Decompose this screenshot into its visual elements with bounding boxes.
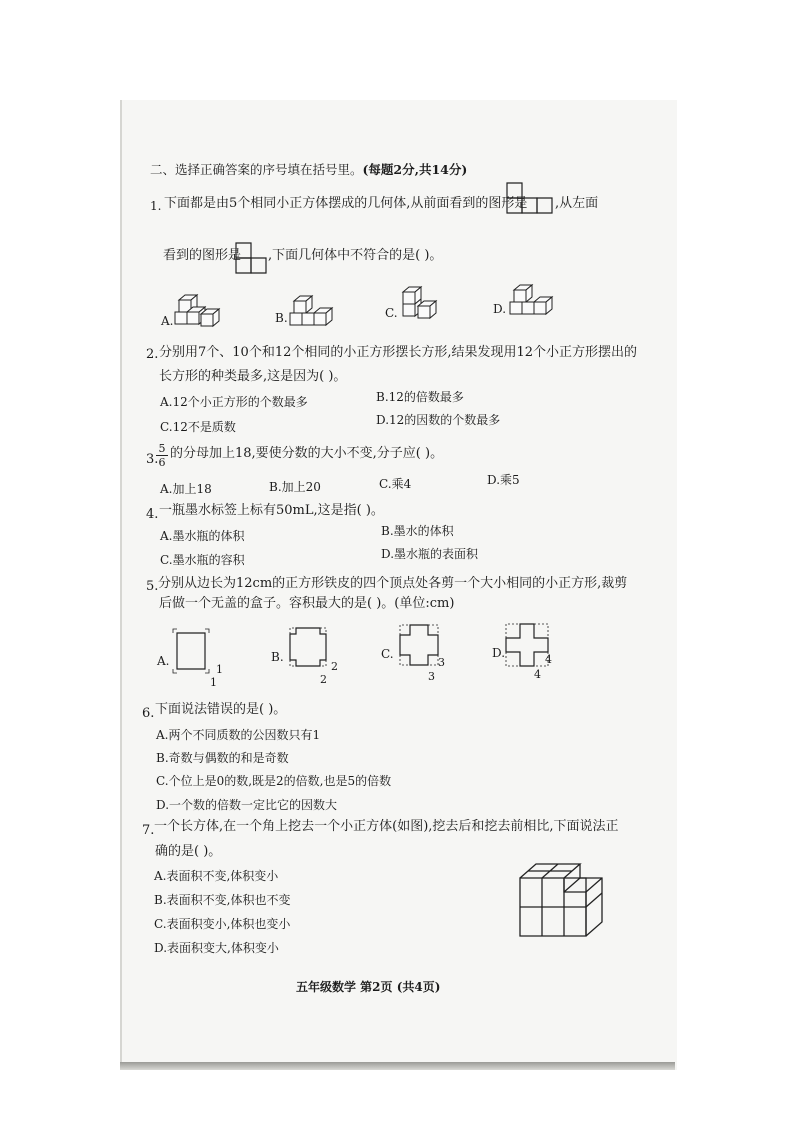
q2-option-a[interactable]: A.12个小正方形的个数最多 bbox=[160, 395, 308, 409]
q7-option-d[interactable]: D.表面积变大,体积变小 bbox=[154, 941, 279, 955]
q5-stem-a: 分别从边长为12cm的正方形铁皮的四个顶点处各剪一个大小相同的小正方形,裁剪 bbox=[158, 576, 628, 591]
q1-option-a-label[interactable]: A. bbox=[161, 314, 174, 328]
q2-number: 2. bbox=[146, 347, 159, 362]
q1-stem-c: 看到的图形是 bbox=[163, 248, 242, 263]
q6-option-c[interactable]: C.个位上是0的数,既是2的倍数,也是5的倍数 bbox=[156, 774, 392, 788]
q5-stem-b: 后做一个无盖的盒子。容积最大的是( )。(单位:cm) bbox=[159, 596, 455, 611]
q2-option-b[interactable]: B.12的倍数最多 bbox=[376, 390, 464, 404]
q3-fraction bbox=[156, 443, 168, 468]
q5-number: 5. bbox=[146, 579, 159, 594]
q3-number: 3. bbox=[146, 452, 159, 467]
q5-option-a-bottom-label: 1 bbox=[210, 676, 217, 689]
q3-option-a[interactable]: A.加上18 bbox=[160, 482, 212, 496]
q1-option-b-figure[interactable] bbox=[288, 293, 336, 329]
q2-stem-a: 分别用7个、10个和12个相同的小正方形摆长方形,结果发现用12个小正方形摆出的 bbox=[159, 345, 638, 360]
q4-option-c[interactable]: C.墨水瓶的容积 bbox=[160, 553, 245, 567]
q4-stem: 一瓶墨水标签上标有50mL,这是指( )。 bbox=[159, 503, 384, 518]
q7-stem-a: 一个长方体,在一个角上挖去一个小正方体(如图),挖去后和挖去前相比,下面说法正 bbox=[154, 819, 619, 834]
q1-option-a-figure[interactable] bbox=[174, 292, 220, 330]
q4-number: 4. bbox=[146, 507, 159, 522]
q5-option-c-side-label: 3 bbox=[438, 656, 445, 669]
page-footer: 五年级数学 第2页 (共4页) bbox=[296, 980, 441, 994]
q2-option-d[interactable]: D.12的因数的个数最多 bbox=[376, 413, 501, 427]
q5-option-a-label[interactable]: A. bbox=[157, 654, 170, 668]
q3-stem: 的分母加上18,要使分数的大小不变,分子应( )。 bbox=[170, 446, 444, 461]
section-title-text: 二、选择正确答案的序号填在括号里。 bbox=[150, 162, 363, 177]
q3-option-b[interactable]: B.加上20 bbox=[269, 480, 321, 494]
q5-option-d-bottom-label: 4 bbox=[534, 668, 541, 681]
q2-stem-b: 长方形的种类最多,这是因为( )。 bbox=[159, 369, 347, 384]
q6-option-a[interactable]: A.两个不同质数的公因数只有1 bbox=[156, 728, 321, 742]
q1-option-c-label[interactable]: C. bbox=[385, 306, 398, 320]
q3-option-d[interactable]: D.乘5 bbox=[487, 473, 520, 487]
q1-stem-b: ,从左面 bbox=[555, 196, 599, 211]
q1-number: 1. bbox=[150, 199, 162, 213]
q5-option-a-figure[interactable] bbox=[172, 630, 212, 676]
q5-option-d-figure[interactable] bbox=[506, 622, 550, 668]
q5-option-b-bottom-label: 2 bbox=[320, 673, 327, 686]
q5-option-c-bottom-label: 3 bbox=[428, 670, 435, 683]
q7-stem-b: 确的是( )。 bbox=[155, 844, 222, 859]
q5-option-d-side-label: 4 bbox=[545, 653, 552, 666]
q5-option-c-label[interactable]: C. bbox=[381, 647, 394, 661]
q7-cuboid-figure bbox=[518, 862, 610, 940]
q7-option-b[interactable]: B.表面积不变,体积也不变 bbox=[154, 893, 291, 907]
q1-stem-a: 下面都是由5个相同小正方体摆成的几何体,从前面看到的图形是 bbox=[164, 196, 528, 211]
q6-stem: 下面说法错误的是( )。 bbox=[155, 702, 287, 717]
q2-option-c[interactable]: C.12不是质数 bbox=[160, 420, 236, 434]
page-edge-shadow bbox=[120, 1062, 675, 1070]
q3-fraction-numerator: 5 bbox=[158, 442, 166, 455]
q5-option-b-side-label: 2 bbox=[331, 660, 338, 673]
q7-number: 7. bbox=[142, 823, 155, 838]
q7-option-c[interactable]: C.表面积变小,体积也变小 bbox=[154, 917, 291, 931]
q6-option-b[interactable]: B.奇数与偶数的和是奇数 bbox=[156, 751, 289, 765]
q1-left-view-figure bbox=[235, 242, 269, 276]
q5-option-b-label[interactable]: B. bbox=[271, 650, 284, 664]
q7-option-a[interactable]: A.表面积不变,体积变小 bbox=[154, 869, 279, 883]
q1-option-b-label[interactable]: B. bbox=[275, 311, 288, 325]
q5-option-a-side-label: 1 bbox=[216, 663, 223, 676]
q3-option-c[interactable]: C.乘4 bbox=[379, 477, 412, 491]
q5-option-b-figure[interactable] bbox=[288, 626, 332, 672]
q6-option-d[interactable]: D.一个数的倍数一定比它的因数大 bbox=[156, 798, 338, 812]
q4-option-a[interactable]: A.墨水瓶的体积 bbox=[160, 529, 245, 543]
q5-option-d-label[interactable]: D. bbox=[492, 646, 506, 660]
q1-stem-d: ,下面几何体中不符合的是( )。 bbox=[268, 248, 443, 263]
q4-option-d[interactable]: D.墨水瓶的表面积 bbox=[381, 547, 479, 561]
q1-option-d-figure[interactable] bbox=[508, 284, 554, 322]
q1-front-view-figure bbox=[506, 182, 554, 216]
section-score: (每题2分,共14分) bbox=[362, 162, 468, 177]
q1-option-c-figure[interactable] bbox=[398, 286, 442, 324]
q4-option-b[interactable]: B.墨水的体积 bbox=[381, 524, 454, 538]
section-title bbox=[150, 162, 467, 178]
q6-number: 6. bbox=[142, 706, 155, 721]
q1-option-d-label[interactable]: D. bbox=[493, 302, 507, 316]
q5-option-c-figure[interactable] bbox=[398, 623, 442, 669]
q3-fraction-denominator: 6 bbox=[158, 456, 166, 469]
